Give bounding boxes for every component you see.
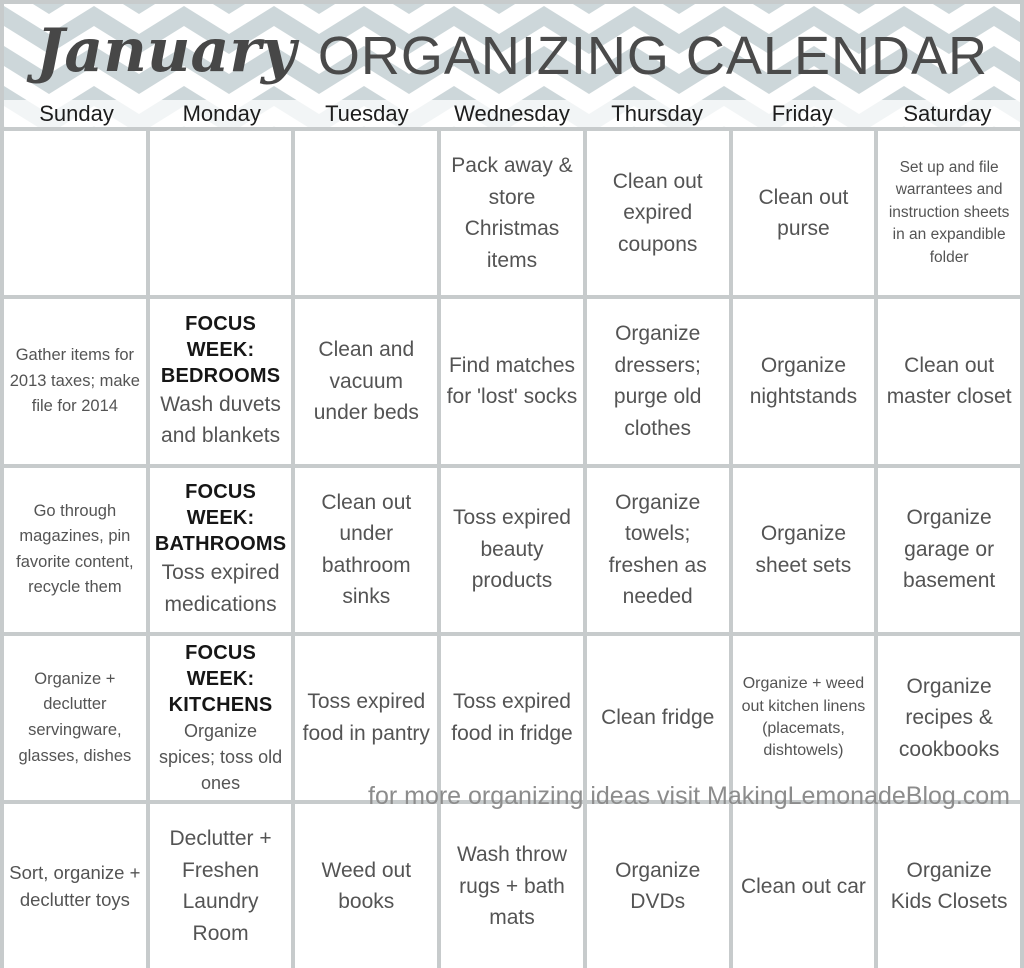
calendar-cell-week4-friday [733, 636, 875, 800]
weekday-tuesday: Tuesday [325, 100, 409, 126]
task-text: Clean out master closet [886, 353, 1012, 409]
weekday-saturday: Saturday [903, 100, 992, 126]
weekday-wednesday: Wednesday [454, 100, 570, 126]
task-text: Toss expired beauty products [453, 506, 571, 593]
task-text: Clean out purse [758, 185, 849, 241]
task-text: Organize garage or basement [903, 506, 996, 593]
calendar-cell-week1-sunday [4, 131, 146, 295]
calendar-cell-week1-monday [150, 131, 292, 295]
task-text: Organize recipes & cookbooks [898, 674, 1000, 761]
calendar-cell-week4-wednesday [441, 636, 583, 800]
title-text: ORGANIZING CALENDAR [317, 26, 988, 86]
calendar-cell-week4-saturday [878, 636, 1020, 800]
calendar-cell-week4-tuesday [295, 636, 437, 800]
task-text: Organize towels; freshen as needed [608, 490, 707, 609]
calendar-cell-week3-wednesday [441, 468, 583, 632]
task-text: Gather items for 2013 taxes; make file for 2014 [9, 346, 140, 416]
calendar-grid [4, 131, 1020, 968]
calendar-cell-week5-thursday [587, 804, 729, 968]
task-text: Clean out expired coupons [612, 169, 703, 256]
task-text: Clean out car [740, 874, 866, 898]
title-month: January [36, 16, 296, 86]
calendar-cell-week3-saturday [878, 468, 1020, 632]
task-text: Clean out under bathroom sinks [321, 490, 412, 609]
calendar-cell-week5-tuesday [295, 804, 437, 968]
calendar-header [4, 4, 1020, 127]
task-text: Organize nightstands [749, 353, 858, 409]
calendar-cell-week3-tuesday [295, 468, 437, 632]
calendar-cell-week5-saturday [878, 804, 1020, 968]
task-text: Clean fridge [601, 706, 715, 730]
task-text: Wash duvets and blankets [160, 392, 281, 448]
calendar-cell-week1-saturday [878, 131, 1020, 295]
calendar-cell-week4-monday [150, 636, 292, 800]
task-text: Toss expired food in fridge [451, 690, 573, 745]
task-text: Organize DVDs [615, 858, 701, 914]
weekday-sunday: Sunday [39, 100, 114, 126]
page-title [4, 4, 1020, 100]
calendar-cell-week2-saturday [878, 299, 1020, 463]
calendar-cell-week1-thursday [587, 131, 729, 295]
weekday-friday: Friday [771, 100, 833, 126]
calendar-cell-week4-sunday [4, 636, 146, 800]
calendar-cell-week5-wednesday [441, 804, 583, 968]
task-text: Declutter + Freshen Laundry Room [169, 827, 272, 945]
focus-week-label: FOCUS WEEK: BEDROOMS [160, 312, 281, 387]
calendar-cell-week2-sunday [4, 299, 146, 463]
task-text: Go through magazines, pin favorite content, recycle them [16, 501, 134, 597]
weekday-thursday: Thursday [611, 100, 703, 126]
calendar-cell-week5-sunday [4, 804, 146, 968]
calendar-page [4, 4, 1020, 945]
calendar-cell-week2-tuesday [295, 299, 437, 463]
task-text: Wash throw rugs + bath mats [456, 843, 568, 930]
task-text: Toss expired food in pantry [302, 690, 430, 745]
task-text: Organize dressers; purge old clothes [613, 322, 702, 440]
task-text: Weed out books [321, 858, 412, 914]
task-text: Toss expired medications [161, 561, 280, 616]
task-text: Organize Kids Closets [890, 858, 1008, 914]
task-text: Find matches for 'lost' socks [446, 353, 578, 409]
calendar-cell-week2-wednesday [441, 299, 583, 463]
calendar-cell-week5-friday [733, 804, 875, 968]
focus-week-label: FOCUS WEEK: BATHROOMS [154, 481, 287, 556]
calendar-cell-week1-tuesday [295, 131, 437, 295]
task-text: Clean and vacuum under beds [313, 338, 419, 425]
weekday-header-row [4, 100, 1020, 127]
task-text: Organize sheet sets [755, 522, 852, 577]
calendar-cell-week2-friday [733, 299, 875, 463]
calendar-cell-week3-friday [733, 468, 875, 632]
task-text: Sort, organize + declutter toys [9, 861, 141, 911]
footer-credit-text: for more organizing ideas visit MakingLemonadeBlog.com [368, 782, 1010, 810]
calendar-cell-week3-thursday [587, 468, 729, 632]
calendar-cell-week3-monday [150, 468, 292, 632]
calendar-cell-week4-thursday [587, 636, 729, 800]
calendar-cell-week1-wednesday [441, 131, 583, 295]
task-text: Organize + weed out kitchen linens (placemats, dishtowels) [741, 675, 866, 760]
calendar-cell-week1-friday [733, 131, 875, 295]
calendar-cell-week5-monday [150, 804, 292, 968]
focus-week-label: FOCUS WEEK: KITCHENS [168, 641, 273, 716]
task-text: Organize + declutter servingware, glasses, dishes [18, 669, 132, 765]
calendar-cell-week2-thursday [587, 299, 729, 463]
weekday-monday: Monday [182, 100, 261, 126]
task-text: Pack away & store Christmas items [451, 154, 573, 272]
calendar-cell-week2-monday [150, 299, 292, 463]
task-text: Organize spices; toss old ones [159, 720, 283, 794]
calendar-cell-week3-sunday [4, 468, 146, 632]
task-text: Set up and file warrantees and instruction sheets in an expandible folder [888, 158, 1010, 266]
